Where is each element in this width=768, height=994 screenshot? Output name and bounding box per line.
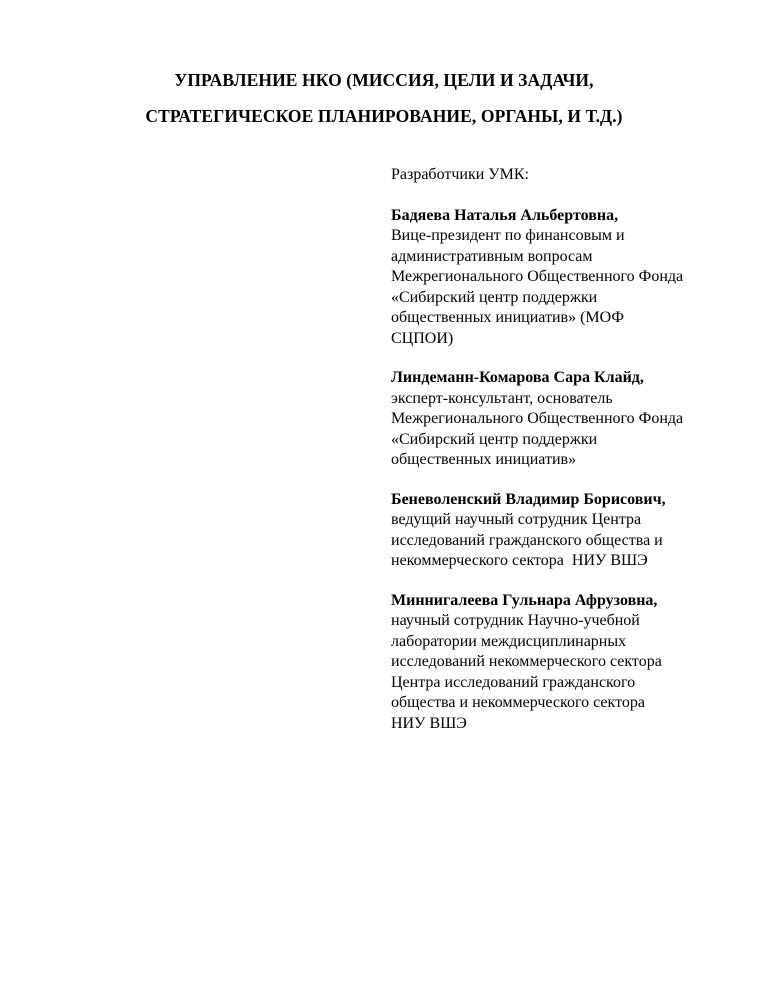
author-affiliation-line: научный сотрудник Научно-учебной bbox=[391, 612, 640, 629]
author-entry-lindemann-komarova bbox=[391, 368, 741, 471]
author-affiliation-line: Межрегионального Общественного Фонда bbox=[391, 268, 684, 285]
document-title bbox=[0, 62, 768, 134]
author-name: Линдеманн-Комарова Сара Клайд, bbox=[391, 369, 644, 386]
author-affiliation-line: «Сибирский центр поддержки bbox=[391, 430, 598, 448]
author-entry-benevolensky bbox=[391, 490, 741, 572]
author-name: Миннигалеева Гульнара Афрузовна, bbox=[391, 591, 658, 609]
document-title-line-2: СТРАТЕГИЧЕСКОЕ ПЛАНИРОВАНИЕ, ОРГАНЫ, И Т.Д.) bbox=[145, 106, 623, 126]
author-affiliation-line: Центра исследований гражданского bbox=[391, 673, 636, 691]
author-affiliation-line: общественных инициатив» bbox=[391, 451, 577, 468]
author-affiliation-line: исследований гражданского общества и bbox=[391, 531, 663, 549]
author-affiliation-line: СЦПОИ) bbox=[391, 329, 454, 347]
authors-heading: Разработчики УМК: bbox=[391, 166, 529, 183]
author-affiliation-line: Вице-президент по финансовым и bbox=[391, 227, 625, 244]
author-name: Беневоленский Владимир Борисович, bbox=[391, 490, 666, 508]
author-affiliation-line: Межрегионального Общественного Фонда bbox=[391, 410, 684, 427]
author-affiliation-line: общественных инициатив» (МОФ bbox=[391, 309, 625, 326]
author-entry-badyaeva bbox=[391, 206, 741, 350]
author-affiliation-line: административным вопросам bbox=[391, 247, 593, 265]
author-affiliation-line: эксперт-консультант, основатель bbox=[391, 389, 613, 407]
author-affiliation-line: исследований некоммерческого сектора bbox=[391, 653, 662, 670]
author-affiliation-line: некоммерческого сектора НИУ ВШЭ bbox=[391, 552, 648, 569]
author-affiliation-line: ведущий научный сотрудник Центра bbox=[391, 511, 642, 528]
author-name: Бадяева Наталья Альбертовна, bbox=[391, 206, 619, 224]
author-affiliation-line: НИУ ВШЭ bbox=[391, 714, 467, 732]
author-affiliation-line: общества и некоммерческого сектора bbox=[391, 694, 645, 711]
author-entry-minnigaleeva bbox=[391, 591, 741, 735]
authors-block bbox=[391, 165, 741, 753]
document-title-line-1: УПРАВЛЕНИЕ НКО (МИССИЯ, ЦЕЛИ И ЗАДАЧИ, bbox=[174, 70, 594, 90]
author-affiliation-line: «Сибирский центр поддержки bbox=[391, 288, 598, 306]
author-affiliation-line: лаборатории междисциплинарных bbox=[391, 632, 627, 650]
